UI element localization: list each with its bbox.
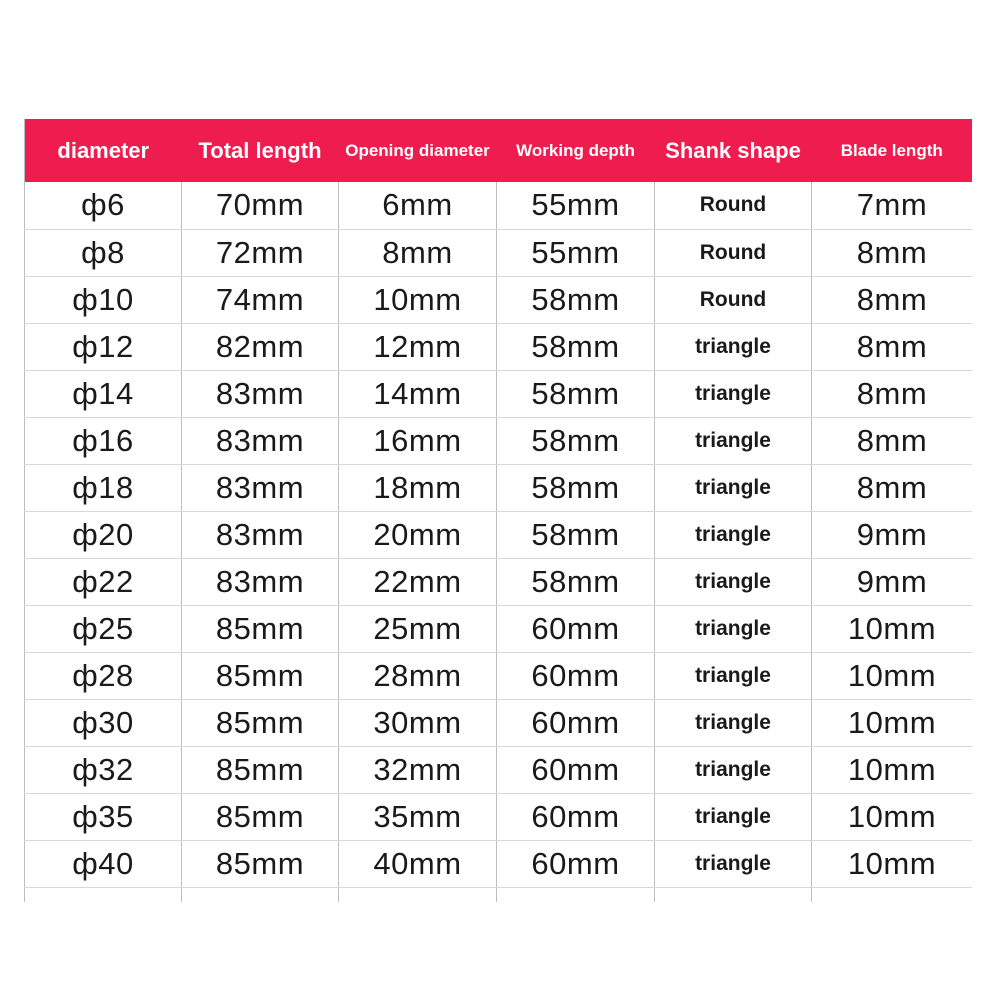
cell-shank-shape: triangle: [655, 652, 812, 699]
cell-blade-length: 8mm: [812, 370, 973, 417]
cell-shank-shape: triangle: [655, 558, 812, 605]
cell-shank-shape: triangle: [655, 793, 812, 840]
table-row: [25, 558, 973, 605]
cell-working-depth: 58mm: [497, 370, 655, 417]
cell-diameter: ф35: [25, 793, 182, 840]
spec-table-container: [24, 119, 972, 902]
cell-shank-shape: triangle: [655, 746, 812, 793]
table-row: [25, 605, 973, 652]
cell-diameter: ф20: [25, 511, 182, 558]
table-row: [25, 323, 973, 370]
table-row: [25, 511, 973, 558]
spec-table: [24, 119, 972, 902]
cell-diameter: ф28: [25, 652, 182, 699]
cell-shank-shape: triangle: [655, 323, 812, 370]
cell-diameter: ф8: [25, 229, 182, 276]
cell-total-length: 85mm: [182, 840, 339, 887]
cell-opening-diameter: 18mm: [339, 464, 497, 511]
cell-diameter: ф10: [25, 276, 182, 323]
cell-working-depth: 58mm: [497, 323, 655, 370]
cell-working-depth: 58mm: [497, 558, 655, 605]
cell-blade-length: 10mm: [812, 699, 973, 746]
table-row: [25, 793, 973, 840]
cell-blade-length: 10mm: [812, 793, 973, 840]
cell-blade-length: 8mm: [812, 417, 973, 464]
cell-total-length: 83mm: [182, 417, 339, 464]
cell-opening-diameter: 12mm: [339, 323, 497, 370]
cell-blade-length: 8mm: [812, 464, 973, 511]
cell-shank-shape: triangle: [655, 511, 812, 558]
cell-opening-diameter: 40mm: [339, 840, 497, 887]
cell-blade-length: 7mm: [812, 182, 973, 229]
cell-opening-diameter: 32mm: [339, 746, 497, 793]
table-body: [25, 182, 973, 902]
cell-total-length: 70mm: [182, 182, 339, 229]
cell-diameter: ф25: [25, 605, 182, 652]
cell-diameter: ф6: [25, 182, 182, 229]
cell-opening-diameter: 25mm: [339, 605, 497, 652]
cell-total-length: 83mm: [182, 511, 339, 558]
cell-blade-length: 8mm: [812, 323, 973, 370]
cell-shank-shape: triangle: [655, 464, 812, 511]
cell-working-depth: 60mm: [497, 699, 655, 746]
cell-opening-diameter: 10mm: [339, 276, 497, 323]
table-row: [25, 229, 973, 276]
cell-empty: [655, 887, 812, 902]
table-row: [25, 370, 973, 417]
table-row: [25, 464, 973, 511]
cell-empty: [339, 887, 497, 902]
cell-working-depth: 55mm: [497, 229, 655, 276]
cell-diameter: ф22: [25, 558, 182, 605]
cell-empty: [497, 887, 655, 902]
cell-shank-shape: Round: [655, 276, 812, 323]
cell-working-depth: 55mm: [497, 182, 655, 229]
table-row: [25, 182, 973, 229]
table-row: [25, 699, 973, 746]
cell-total-length: 83mm: [182, 464, 339, 511]
cell-working-depth: 60mm: [497, 793, 655, 840]
cell-diameter: ф32: [25, 746, 182, 793]
table-row: [25, 417, 973, 464]
cell-blade-length: 10mm: [812, 652, 973, 699]
cell-opening-diameter: 35mm: [339, 793, 497, 840]
cell-diameter: ф16: [25, 417, 182, 464]
cell-blade-length: 9mm: [812, 511, 973, 558]
header-total-length: Total length: [182, 119, 339, 182]
header-opening-diameter: Opening diameter: [339, 119, 497, 182]
cell-diameter: ф30: [25, 699, 182, 746]
cell-diameter: ф40: [25, 840, 182, 887]
table-row: [25, 276, 973, 323]
table-row: [25, 652, 973, 699]
cell-opening-diameter: 14mm: [339, 370, 497, 417]
cell-blade-length: 8mm: [812, 229, 973, 276]
cell-working-depth: 58mm: [497, 511, 655, 558]
cell-opening-diameter: 8mm: [339, 229, 497, 276]
cell-working-depth: 60mm: [497, 605, 655, 652]
cell-total-length: 85mm: [182, 605, 339, 652]
cell-empty: [25, 887, 182, 902]
cell-working-depth: 58mm: [497, 464, 655, 511]
cell-diameter: ф14: [25, 370, 182, 417]
cell-blade-length: 9mm: [812, 558, 973, 605]
cell-opening-diameter: 22mm: [339, 558, 497, 605]
cell-total-length: 74mm: [182, 276, 339, 323]
cell-empty: [812, 887, 973, 902]
table-row: [25, 746, 973, 793]
cell-shank-shape: triangle: [655, 417, 812, 464]
cell-blade-length: 10mm: [812, 746, 973, 793]
cell-opening-diameter: 30mm: [339, 699, 497, 746]
cell-diameter: ф18: [25, 464, 182, 511]
cell-shank-shape: Round: [655, 229, 812, 276]
cell-total-length: 82mm: [182, 323, 339, 370]
cell-blade-length: 10mm: [812, 840, 973, 887]
header-row: [25, 119, 973, 182]
cell-working-depth: 60mm: [497, 652, 655, 699]
cell-total-length: 85mm: [182, 699, 339, 746]
cell-working-depth: 60mm: [497, 840, 655, 887]
cell-shank-shape: Round: [655, 182, 812, 229]
cell-opening-diameter: 6mm: [339, 182, 497, 229]
cell-total-length: 85mm: [182, 652, 339, 699]
cell-total-length: 83mm: [182, 370, 339, 417]
header-diameter: diameter: [25, 119, 182, 182]
cell-blade-length: 8mm: [812, 276, 973, 323]
cell-working-depth: 60mm: [497, 746, 655, 793]
header-shank-shape: Shank shape: [655, 119, 812, 182]
cell-diameter: ф12: [25, 323, 182, 370]
cell-shank-shape: triangle: [655, 840, 812, 887]
cell-total-length: 72mm: [182, 229, 339, 276]
cell-empty: [182, 887, 339, 902]
table-row: [25, 887, 973, 902]
cell-shank-shape: triangle: [655, 605, 812, 652]
cell-opening-diameter: 16mm: [339, 417, 497, 464]
header-working-depth: Working depth: [497, 119, 655, 182]
cell-shank-shape: triangle: [655, 370, 812, 417]
cell-shank-shape: triangle: [655, 699, 812, 746]
cell-blade-length: 10mm: [812, 605, 973, 652]
cell-total-length: 85mm: [182, 793, 339, 840]
cell-total-length: 85mm: [182, 746, 339, 793]
cell-total-length: 83mm: [182, 558, 339, 605]
table-row: [25, 840, 973, 887]
cell-working-depth: 58mm: [497, 276, 655, 323]
header-blade-length: Blade length: [812, 119, 973, 182]
cell-opening-diameter: 20mm: [339, 511, 497, 558]
cell-opening-diameter: 28mm: [339, 652, 497, 699]
cell-working-depth: 58mm: [497, 417, 655, 464]
